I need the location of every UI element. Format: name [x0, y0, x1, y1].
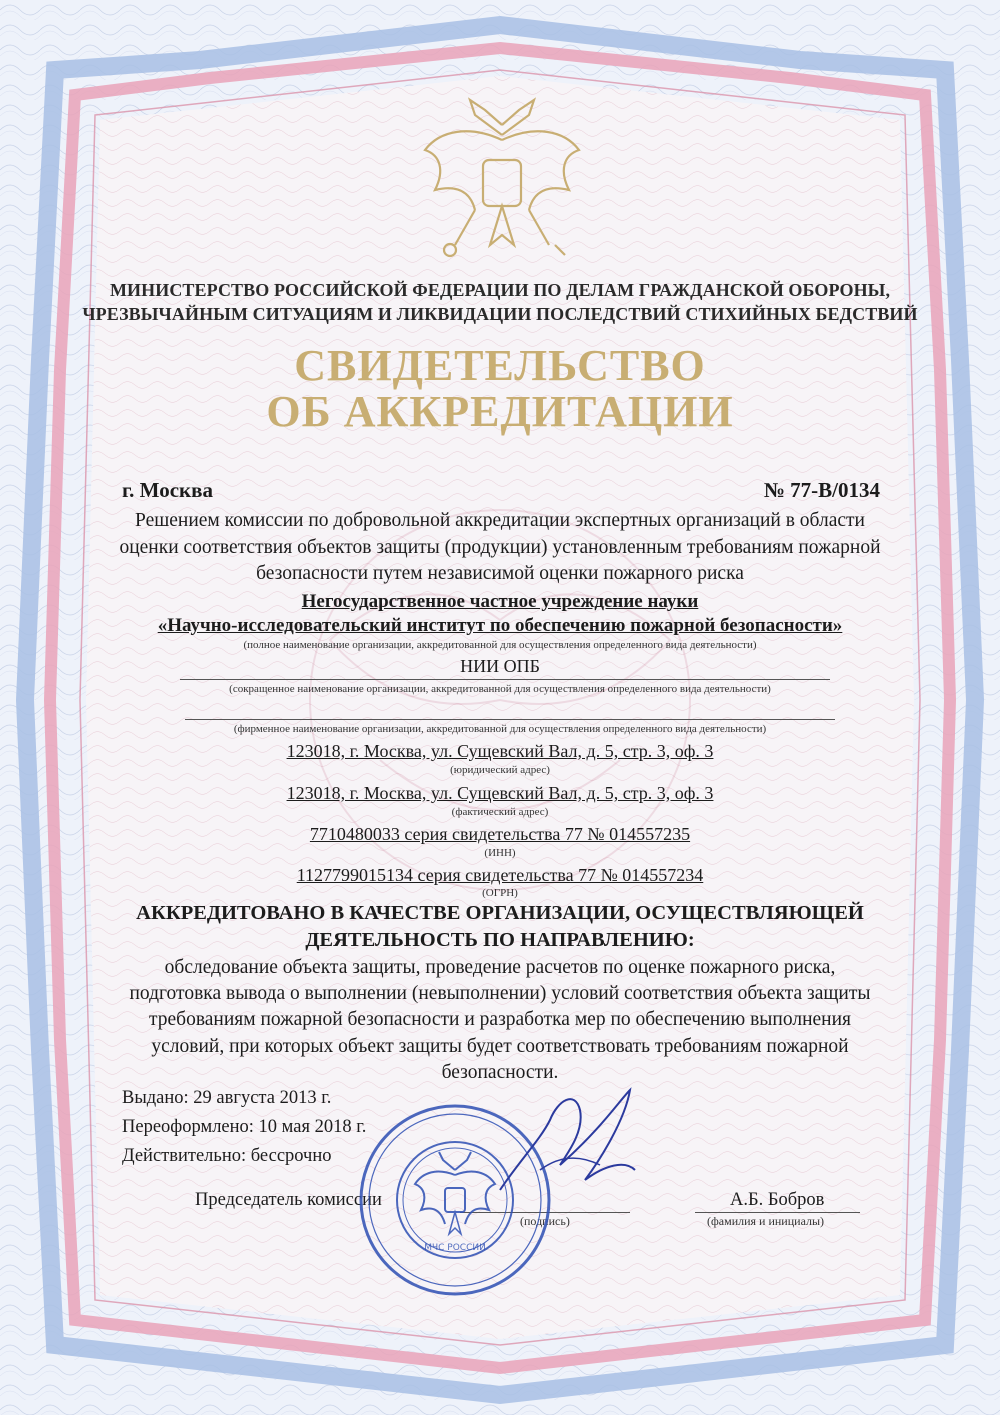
signer-caption: (фамилия и инициалы) [707, 1214, 825, 1228]
document-title-line2: ОБ АККРЕДИТАЦИИ [266, 387, 734, 436]
ogrn-caption: (ОГРН) [482, 887, 518, 899]
org-brand-name-caption: (фирменное наименование организации, аккредитованной для осуществления определенного вида деятельности) [233, 723, 767, 735]
scope-line1: обследование объекта защиты, проведение расчетов по оценке пожарного риска, [164, 957, 836, 978]
scope-line4: условий, при которых объект защиты будет соответствовать требованиям пожарной [151, 1036, 849, 1057]
intro-line3: безопасности путем независимой оценки пожарного риска [256, 563, 744, 584]
inn-caption: (ИНН) [484, 847, 516, 859]
handwritten-signature [480, 1070, 650, 1220]
reissued-date: Переоформлено: 10 мая 2018 г. [122, 1117, 367, 1137]
issued-date: Выдано: 29 августа 2013 г. [122, 1088, 332, 1108]
certificate-number: № 77-В/0134 [763, 478, 880, 502]
scope-line2: подготовка вывода о выполнении (невыполнении) условий соответствия объекта защиты [129, 983, 871, 1004]
accreditation-heading-line2: ДЕЯТЕЛЬНОСТЬ ПО НАПРАВЛЕНИЮ: [305, 929, 695, 951]
signer-name: А.Б. Бобров [730, 1190, 825, 1210]
accreditation-heading-line1: АККРЕДИТОВАНО В КАЧЕСТВЕ ОРГАНИЗАЦИИ, ОСУЩЕСТВЛЯЮЩЕЙ [136, 902, 864, 924]
ogrn: 1127799015134 серия свидетельства 77 № 014557234 [296, 865, 704, 885]
legal-address: 123018, г. Москва, ул. Сущевский Вал, д. 5, стр. 3, оф. 3 [286, 741, 714, 761]
ministry-name-line1: МИНИСТЕРСТВО РОССИЙСКОЙ ФЕДЕРАЦИИ ПО ДЕЛАМ ГРАЖДАНСКОЙ ОБОРОНЫ, [109, 280, 891, 300]
stamp-text: МЧС РОССИИ [424, 1243, 486, 1253]
intro-line1: Решением комиссии по добровольной аккредитации экспертных организаций в области [134, 510, 865, 531]
actual-address-caption: (фактический адрес) [451, 806, 549, 818]
ministry-name-line2: ЧРЕЗВЫЧАЙНЫМ СИТУАЦИЯМ И ЛИКВИДАЦИИ ПОСЛЕДСТВИЙ СТИХИЙНЫХ БЕДСТВИЙ [82, 304, 918, 324]
org-full-name-caption: (полное наименование организации, аккредитованной для осуществления определенного вида деятельности) [243, 639, 757, 651]
eagle-emblem [415, 95, 590, 265]
document-title-line1: СВИДЕТЕЛЬСТВО [294, 341, 706, 390]
validity: Действительно: бессрочно [122, 1146, 332, 1166]
chairman-label: Председатель комиссии [195, 1190, 382, 1210]
scope-line3: требованиям пожарной безопасности и разработка мер по обеспечению выполнения [148, 1009, 851, 1030]
signature-caption: (подпись) [520, 1214, 570, 1228]
actual-address: 123018, г. Москва, ул. Сущевский Вал, д. 5, стр. 3, оф. 3 [286, 783, 714, 803]
intro-line2: оценки соответствия объектов защиты (продукции) установленным требованиям пожарной [119, 537, 881, 558]
city: г. Москва [122, 478, 213, 502]
signer-line [695, 1212, 860, 1213]
org-full-name-line1: Негосударственное частное учреждение науки [301, 591, 699, 612]
short-name-underline [180, 679, 830, 680]
org-short-name: НИИ ОПБ [460, 656, 540, 676]
org-short-name-caption: (сокращенное наименование организации, аккредитованной для осуществления определенного вида деятельности) [229, 683, 771, 695]
scope-line5: безопасности. [441, 1062, 559, 1083]
inn: 7710480033 серия свидетельства 77 № 014557235 [309, 824, 691, 844]
org-full-name-line2: «Научно-исследовательский институт по обеспечению пожарной безопасности» [157, 615, 843, 636]
legal-address-caption: (юридический адрес) [450, 764, 550, 776]
brand-name-underline [185, 719, 835, 720]
